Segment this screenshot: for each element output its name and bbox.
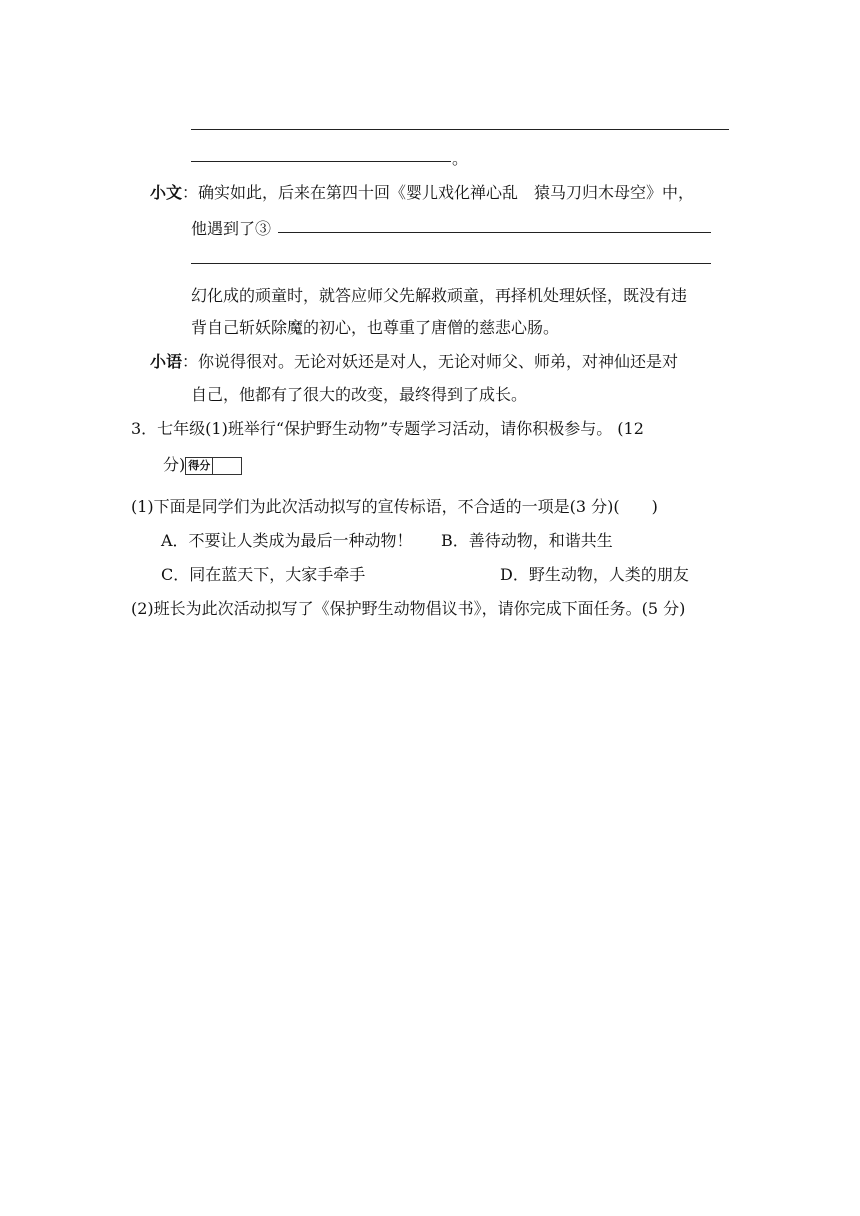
score-box[interactable] [185,457,242,475]
answer-line-3b[interactable] [191,263,711,264]
sub-question-1-stem: (1)下面是同学们为此次活动拟写的宣传标语，不合适的一项是(3 分)( ) [131,497,658,516]
sub-question-2-stem: (2)班长为此次活动拟写了《保护野生动物倡议书》，请你完成下面任务。(5 分) [131,599,686,618]
option-c[interactable]: C．同在蓝天下，大家手牵手 [161,565,366,584]
xiaoyu-text-1: 你说得很对。无论对妖还是对人，无论对师父、师弟，对神仙还是对 [198,352,679,371]
question-3-stem-cont [163,452,242,475]
answer-line-3a[interactable] [278,232,711,233]
speaker-colon: ： [182,352,199,371]
score-blank[interactable] [213,458,241,474]
option-b[interactable]: B．善待动物，和谐共生 [441,531,613,550]
answer-line-1[interactable] [191,129,729,130]
score-label: 得分 [186,458,213,474]
option-a[interactable]: A．不要让人类成为最后一种动物！ [161,531,413,550]
points-suffix: 分) [163,455,186,474]
speaker-xiaoyu: 小语 [150,352,183,371]
answer-line-2[interactable] [191,161,451,162]
xiaoyu-line-2: 自己，他都有了很大的改变，最终得到了成长。 [191,385,528,404]
speaker-colon: ： [182,183,199,202]
xiaowen-line-2: 他遇到了③ [191,219,272,238]
xiaowen-line-3: 幻化成的顽童时，就答应师父先解救顽童，再择机处理妖怪，既没有违 [191,286,688,305]
question-3-stem: 3．七年级(1)班举行“保护野生动物”专题学习活动，请你积极参与。 (12 [131,419,644,438]
xiaoyu-line-1 [150,349,678,372]
xiaowen-text-1: 确实如此，后来在第四十回《婴儿戏化禅心乱 猿马刀归木母空》中， [198,183,695,202]
line-end-period: 。 [452,149,469,168]
speaker-xiaowen: 小文 [150,183,183,202]
xiaowen-line-1 [150,180,694,203]
xiaowen-line-4: 背自己斩妖除魔的初心，也尊重了唐僧的慈悲心肠。 [191,318,560,337]
option-d[interactable]: D．野生动物，人类的朋友 [500,565,689,584]
